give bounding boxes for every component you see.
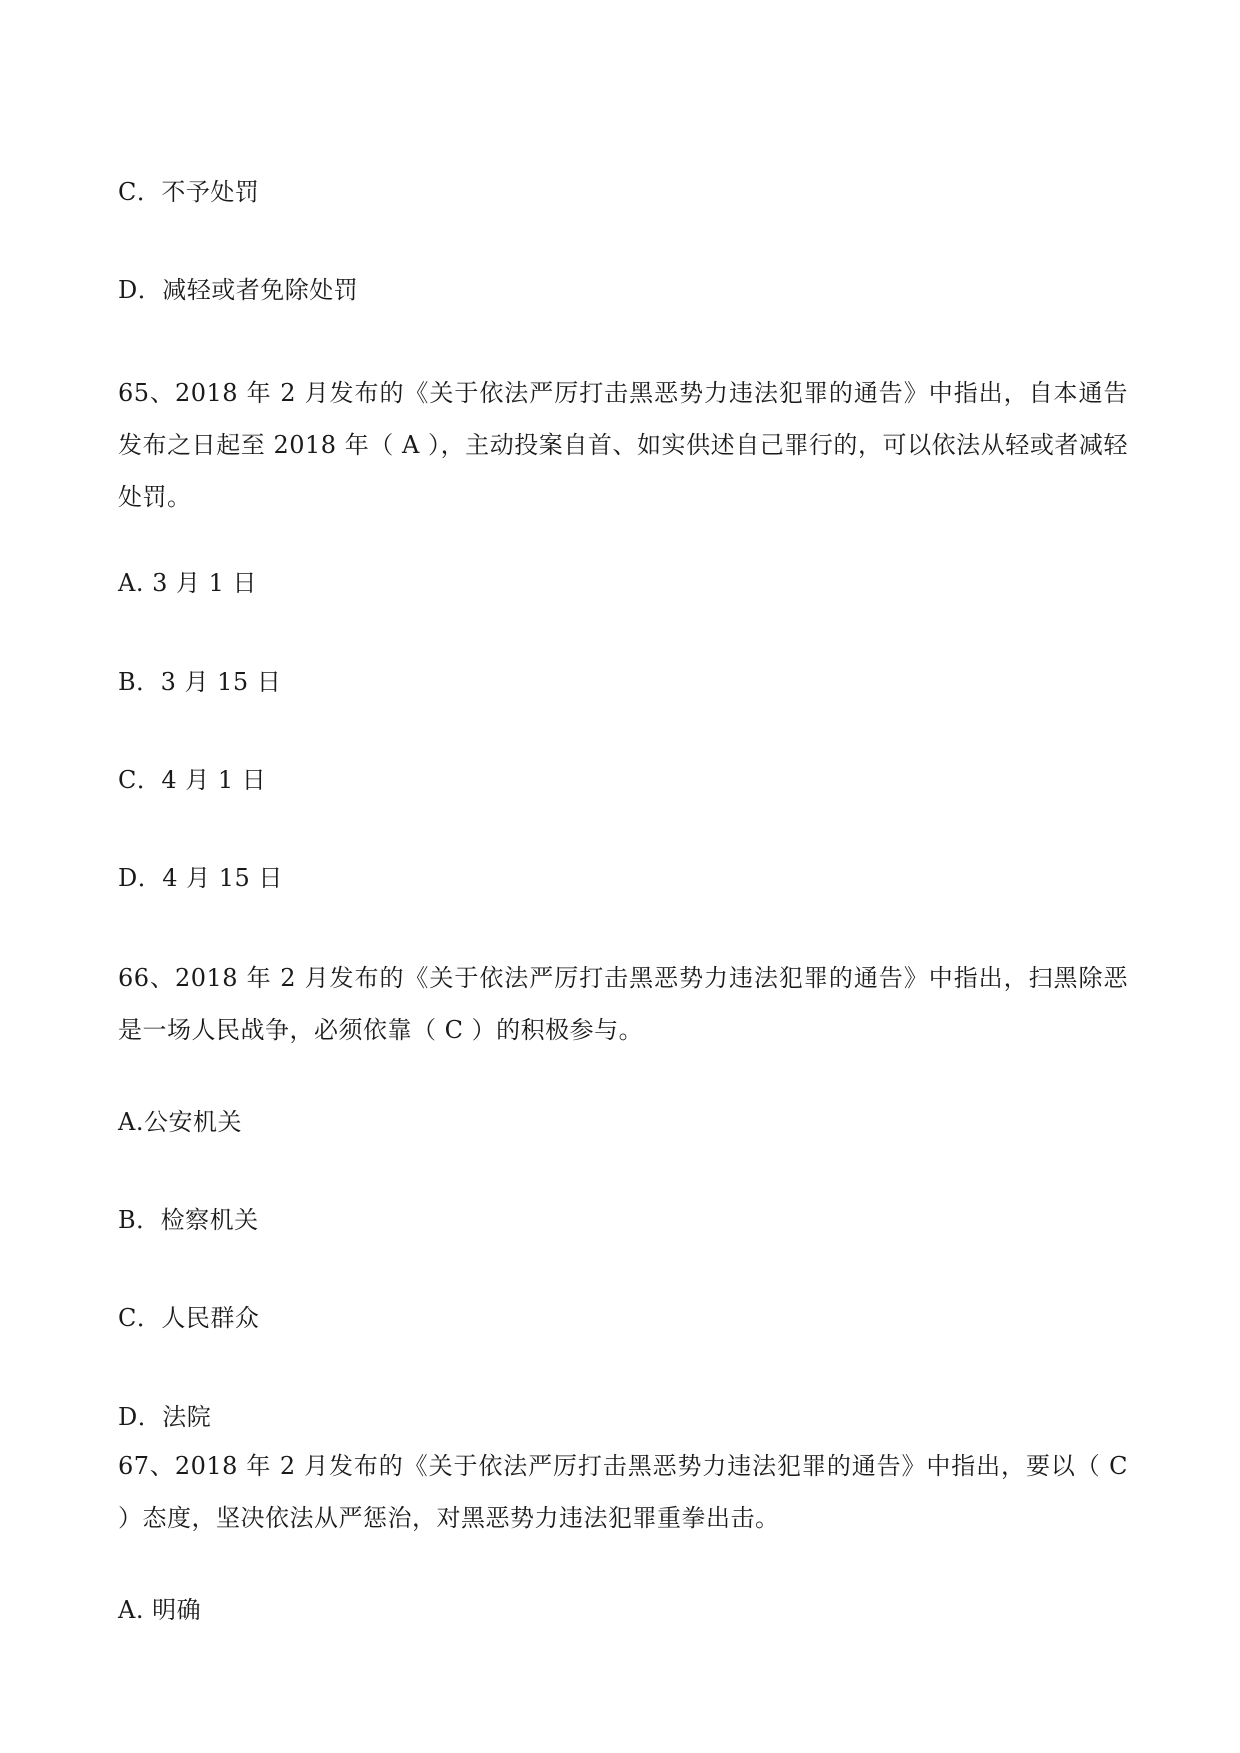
- q65-option-a: A. 3 月 1 日: [118, 569, 258, 597]
- q65-option-c: C．4 月 1 日: [118, 766, 267, 794]
- q66-option-a: A.公安机关: [118, 1108, 242, 1136]
- q66-option-d: D．法院: [118, 1403, 212, 1431]
- q65-option-b: B．3 月 15 日: [118, 668, 282, 696]
- q64-option-c: C．不予处罚: [118, 178, 260, 206]
- q67-question: 67、2018 年 2 月发布的《关于依法严厉打击黑恶势力违法犯罪的通告》中指出，要以（ C ）态度，坚决依法从严惩治，对黑恶势力违法犯罪重拳出击。: [118, 1452, 1128, 1532]
- q66-option-c: C．人民群众: [118, 1304, 260, 1332]
- q66-question: 66、2018 年 2 月发布的《关于依法严厉打击黑恶势力违法犯罪的通告》中指出，扫黑除恶是一场人民战争，必须依靠（ C ）的积极参与。: [118, 964, 1128, 1044]
- q67-option-a: A. 明确: [118, 1596, 202, 1624]
- q64-option-d: D．减轻或者免除处罚: [118, 276, 359, 304]
- q65-option-d: D．4 月 15 日: [118, 864, 283, 892]
- q65-question: 65、2018 年 2 月发布的《关于依法严厉打击黑恶势力违法犯罪的通告》中指出，自本通告发布之日起至 2018 年（ A ），主动投案自首、如实供述自己罪行的，可以依法从轻或者减轻处罚。: [118, 379, 1128, 511]
- q66-option-b: B．检察机关: [118, 1206, 259, 1234]
